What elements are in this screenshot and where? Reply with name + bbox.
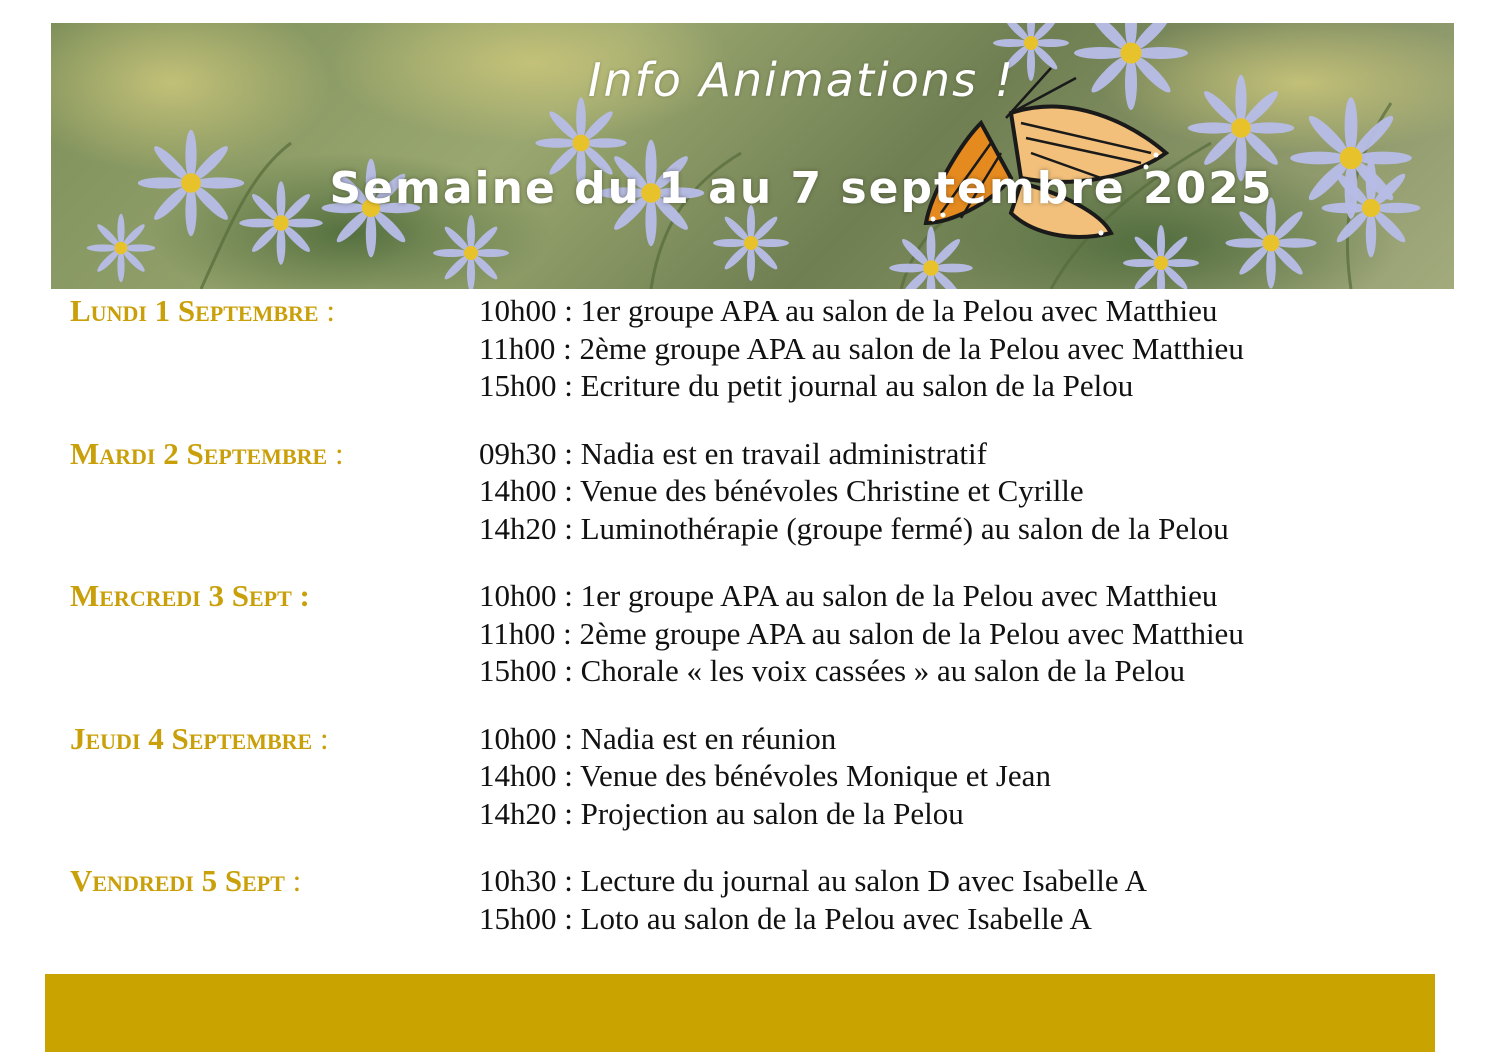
day-block-monday [70,292,1450,405]
event-item: 11h00 : 2ème groupe APA au salon de la Pelou avec Matthieu [479,330,1244,366]
day-block-wednesday [70,577,1450,690]
event-list [479,292,1450,405]
event-item: 15h00 : Loto au salon de la Pelou avec Isabelle A [479,900,1092,936]
event-item: 14h20 : Projection au salon de la Pelou [479,795,964,831]
event-item: 14h00 : Venue des bénévoles Christine et Cyrille [479,473,1084,508]
event-item: 10h00 : 1er groupe APA au salon de la Pelou avec Matthieu [479,293,1218,328]
week-subtitle: Semaine du 1 au 7 septembre 2025 [329,163,1274,214]
day-block-tuesday [70,435,1450,548]
event-item: 15h00 : Ecriture du petit journal au salon de la Pelou [479,368,1134,403]
event-item: 09h30 : Nadia est en travail administratif [479,435,987,471]
event-list [479,720,1450,833]
event-item: 10h00 : Nadia est en réunion [479,720,837,756]
event-item: 10h30 : Lecture du journal au salon D avec Isabelle A [479,863,1147,898]
event-item: 14h20 : Luminothérapie (groupe fermé) au salon de la Pelou [479,510,1229,546]
event-item: 14h00 : Venue des bénévoles Monique et Jean [479,758,1051,793]
event-item: 10h00 : 1er groupe APA au salon de la Pelou avec Matthieu [479,578,1218,613]
event-item: 15h00 : Chorale « les voix cassées » au salon de la Pelou [479,653,1185,688]
page-title: Info Animations ! [587,53,1016,107]
day-label: Mercredi 3 Sept : [70,578,310,613]
event-item: 11h00 : 2ème groupe APA au salon de la Pelou avec Matthieu [479,615,1244,651]
day-label: Lundi 1 Septembre : [70,293,335,328]
day-label: Jeudi 4 Septembre : [70,720,329,756]
day-block-friday [70,862,1450,937]
event-list [479,435,1450,548]
day-label: Vendredi 5 Sept : [70,863,302,898]
event-list [479,862,1450,937]
day-block-thursday [70,720,1450,833]
day-label: Mardi 2 Septembre : [70,435,344,471]
footer-bar [45,974,1435,1052]
event-list [479,577,1450,690]
weekly-schedule [70,292,1450,967]
header-banner [51,23,1454,289]
